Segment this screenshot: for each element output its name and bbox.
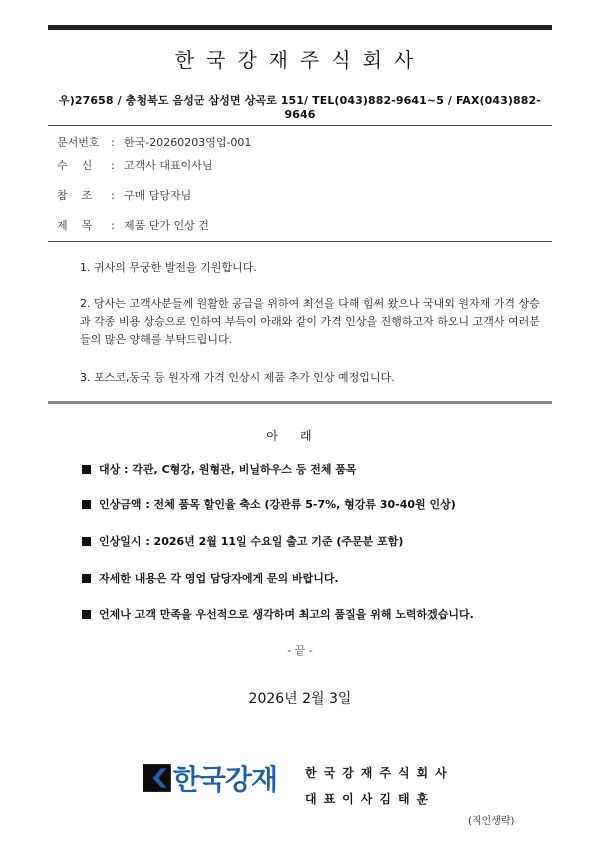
bullet-satisfaction: 언제나 고객 만족을 우선적으로 생각하며 최고의 품질을 위해 노력하겠습니다. [82, 606, 474, 622]
reference-value: 구매 담당자님 [124, 189, 192, 202]
subject-value: 제품 단가 인상 건 [124, 219, 209, 232]
logo-wordmark: 한국강재 [172, 763, 277, 796]
top-rule [48, 25, 552, 30]
doc-number-label: 문서번호 [57, 136, 100, 149]
company-address: 우)27658 / 충청북도 음성군 삼성면 상곡로 151/ TEL(043)882-9641~5 / FAX(043)882-9646 [59, 94, 541, 121]
colon: : [111, 159, 115, 172]
doc-number-row [57, 134, 251, 150]
document-date: 2026년 2월 3일 [248, 691, 352, 707]
reference-label: 참 조 [57, 189, 93, 202]
body-paragraph-3: 3. 포스코,동국 등 원자재 가격 인상시 제품 추가 인상 예정입니다. [80, 371, 395, 384]
body-paragraph-1: 1. 귀사의 무궁한 발전을 기원합니다. [80, 261, 257, 274]
bullet-date: 인상일시 : 2026년 2월 11일 수요일 출고 기준 (주문분 포함) [82, 533, 403, 549]
reference-row [57, 187, 191, 203]
seal-omitted-note: (직인생략) [468, 816, 515, 827]
below-heading: 아래 [266, 429, 334, 443]
bullet-amount: 인상금액 : 전체 품목 할인율 축소 (강관류 5-7%, 형강류 30-40원 인상) [82, 496, 456, 512]
colon: : [111, 189, 115, 202]
divider [48, 125, 552, 126]
subject-row [57, 217, 209, 233]
recipient-value: 고객사 대표이사님 [124, 159, 213, 172]
section-rule [48, 401, 552, 404]
company-title: 한국강재주식회사 [174, 48, 426, 72]
square-bullet-icon [82, 574, 91, 583]
doc-number-value: 한국-20260203영업-001 [124, 136, 252, 149]
square-bullet-icon [82, 610, 91, 619]
divider [48, 241, 552, 242]
subject-label: 제 목 [57, 219, 93, 232]
bullet-inquiry: 자세한 내용은 각 영업 담당자에게 문의 바랍니다. [82, 570, 339, 586]
recipient-row [57, 157, 213, 173]
body-paragraph-2: 2. 당사는 고객사분들께 원활한 공급을 위하여 최선을 다해 힘써 왔으나 국내외 원자재 가격 상승과 각종 비용 상승으로 인하여 부득이 아래와 같이 가격 인상을 진행하고자 하오니 고객사 여러분들의 많은 양해를 부탁드립니다. [80, 297, 540, 346]
signature-company: 한국강재주식회사 [305, 766, 454, 780]
recipient-label: 수 신 [57, 159, 93, 172]
end-mark: - 끝 - [287, 644, 313, 657]
square-bullet-icon [82, 465, 91, 474]
company-logo [143, 757, 277, 799]
colon: : [111, 136, 115, 149]
signature-ceo: 대표이사김태훈 [305, 792, 436, 806]
bullet-target: 대상 : 각관, C형강, 원형관, 비닐하우스 등 전체 품목 [82, 461, 357, 477]
logo-mark-icon [143, 758, 171, 798]
colon: : [111, 219, 115, 232]
square-bullet-icon [82, 500, 91, 509]
square-bullet-icon [82, 537, 91, 546]
